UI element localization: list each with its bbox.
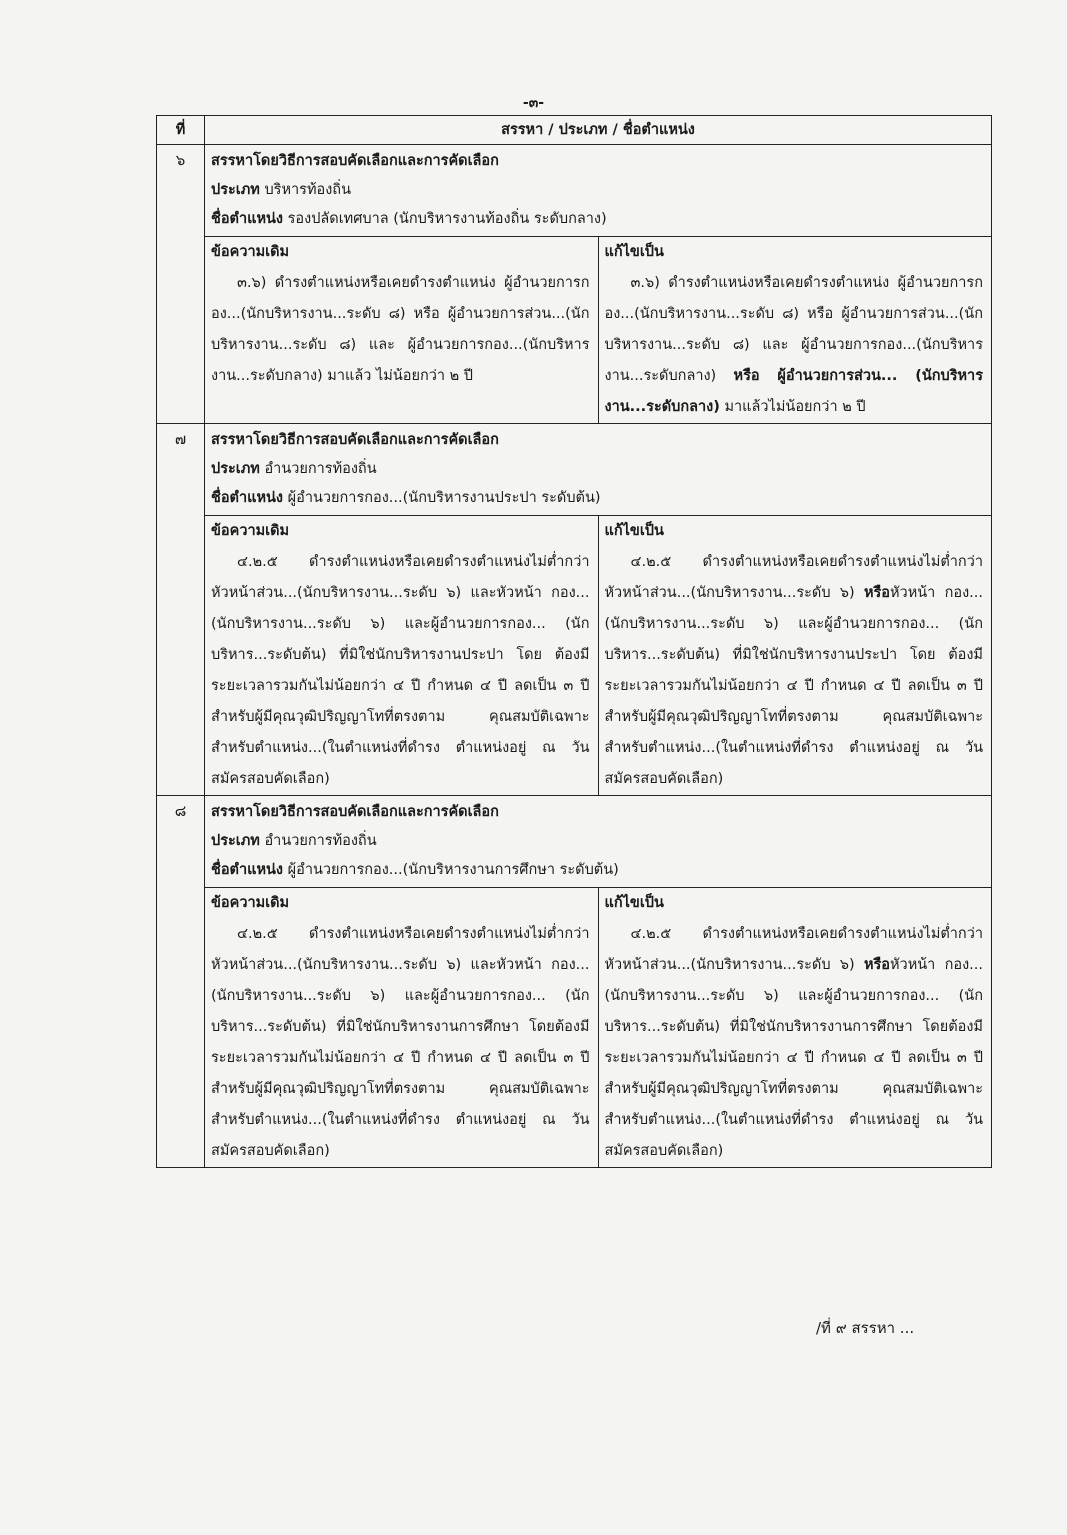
new-text-title: แก้ไขเป็น [604,244,664,260]
new-text [605,919,984,1167]
entry-heading [205,145,992,237]
entry-row [157,145,992,237]
new-text-part: หัวหน้า กอง...(นักบริหารงาน...ระดับ ๖) และผู้อำนวยการกอง... (นักบริหาร...ระดับต้น) ที่มิใช่นักบริหารงานประปา โดย ต้องมีระยะเวลารวมกันไม่น้อยกว่า ๔ ปี กำหนด ๔ ปี ลดเป็น ๓ ปีสำหรับผู้มีคุณวุฒิปริญญาโทที่ตรงตาม คุณสมบัติเฉพาะสำหรับตำแหน่ง...(ในตำแหน่งที่ดำรง ตำแหน่งอยู่ ณ วันสมัครสอบคัดเลือก) [604,585,983,787]
new-text-column [598,888,991,1167]
type-value: อำนวยการท้องถิ่น [264,833,377,849]
old-text-column [205,516,598,795]
position-value: ผู้อำนวยการกอง...(นักบริหารงานการศึกษา ระดับต้น) [287,862,619,878]
new-text-part: มาแล้วไม่น้อยกว่า ๒ ปี [719,399,866,415]
position-value: ผู้อำนวยการกอง...(นักบริหารงานประปา ระดับต้น) [287,490,601,506]
position-label: ชื่อตำแหน่ง [211,490,284,506]
old-text-column [205,237,598,423]
type-label: ประเภท [211,833,260,849]
header-no: ที่ [157,116,205,145]
compare-table [205,516,991,795]
new-text-title: แก้ไขเป็น [604,523,664,539]
entry-heading [205,796,992,888]
page-number: -๓- [522,95,545,111]
type-value: บริหารท้องถิ่น [264,182,351,198]
compare-table [205,888,991,1167]
entry-number: ๗ [157,424,205,796]
new-text-column [598,516,991,795]
new-text-bold: หรือ ผู้อำนวยการส่วน... (นักบริหารงาน...ระดับกลาง) [604,368,983,415]
new-text-part: หัวหน้า กอง...(นักบริหารงาน...ระดับ ๖) และผู้อำนวยการกอง... (นักบริหาร...ระดับต้น) ที่มิใช่นักบริหารงานการศึกษา โดยต้องมีระยะเวลารวมกันไม่น้อยกว่า ๔ ปี กำหนด ๔ ปี ลดเป็น ๓ ปี สำหรับผู้มีคุณวุฒิปริญญาโทที่ตรงตาม คุณสมบัติเฉพาะสำหรับตำแหน่ง...(ในตำแหน่งที่ดำรง ตำแหน่งอยู่ ณ วันสมัครสอบคัดเลือก) [604,957,983,1159]
position-label: ชื่อตำแหน่ง [211,211,284,227]
entry-method: สรรหาโดยวิธีการสอบคัดเลือกและการคัดเลือก [211,804,499,820]
entry-number: ๘ [157,796,205,1168]
new-text-column [598,237,991,423]
header-title: สรรหา / ประเภท / ชื่อตำแหน่ง [205,116,992,145]
entry-number: ๖ [157,145,205,424]
old-text-column [205,888,598,1167]
new-text-part: ๔.๒.๕ ดำรงตำแหน่งหรือเคยดำรงตำแหน่งไม่ต่ำกว่า หัวหน้าส่วน...(นักบริหารงาน...ระดับ ๖) [604,554,983,601]
position-label: ชื่อตำแหน่ง [211,862,284,878]
entry-compare-row [157,237,992,424]
entry-method: สรรหาโดยวิธีการสอบคัดเลือกและการคัดเลือก [211,153,499,169]
table-header-row [157,116,992,145]
position-value: รองปลัดเทศบาล (นักบริหารงานท้องถิ่น ระดับกลาง) [287,211,607,227]
old-text: ๔.๒.๕ ดำรงตำแหน่งหรือเคยดำรงตำแหน่งไม่ต่ำกว่า หัวหน้าส่วน...(นักบริหารงาน...ระดับ ๖) และหัวหน้า กอง...(นักบริหารงาน...ระดับ ๖) และผู้อำนวยการกอง... (นักบริหาร...ระดับต้น) ที่มิใช่นักบริหารงานการศึกษา โดยต้องมีระยะเวลารวมกันไม่น้อยกว่า ๔ ปี กำหนด ๔ ปี ลดเป็น ๓ ปี สำหรับผู้มีคุณวุฒิปริญญาโทที่ตรงตาม คุณสมบัติเฉพาะสำหรับตำแหน่ง...(ในตำแหน่งที่ดำรง ตำแหน่งอยู่ ณ วันสมัครสอบคัดเลือก) [211,926,590,1159]
new-text [605,268,984,423]
new-text-part: ๓.๖) ดำรงตำแหน่งหรือเคยดำรงตำแหน่ง ผู้อำนวยการกอง...(นักบริหารงาน...ระดับ ๘) หรือ ผู้อำนวยการส่วน...(นักบริหารงาน...ระดับ ๘) และ ผู้อำนวยการกอง...(นักบริหารงาน...ระดับกลาง) [604,275,983,384]
type-label: ประเภท [211,182,260,198]
entry-compare-row [157,888,992,1168]
entry-method: สรรหาโดยวิธีการสอบคัดเลือกและการคัดเลือก [211,432,499,448]
new-text-bold: หรือ [863,585,890,601]
continuation-note: /ที่ ๙ สรรหา ... [816,1319,915,1337]
compare-table [205,237,991,423]
old-text: ๓.๖) ดำรงตำแหน่งหรือเคยดำรงตำแหน่ง ผู้อำนวยการกอง...(นักบริหารงาน...ระดับ ๘) หรือ ผู้อำนวยการส่วน...(นักบริหารงาน...ระดับ ๘) และ ผู้อำนวยการกอง...(นักบริหารงาน...ระดับกลาง) มาแล้ว ไม่น้อยกว่า ๒ ปี [211,275,590,384]
entry-row [157,796,992,888]
new-text-bold: หรือ [863,957,890,973]
entry-row [157,424,992,516]
old-text-title: ข้อความเดิม [211,895,290,911]
amendment-table [156,115,992,1168]
new-text [605,547,984,795]
entry-compare-cell [205,516,992,796]
entry-compare-cell [205,237,992,424]
new-text-title: แก้ไขเป็น [604,895,664,911]
old-text-title: ข้อความเดิม [211,244,290,260]
old-text: ๔.๒.๕ ดำรงตำแหน่งหรือเคยดำรงตำแหน่งไม่ต่ำกว่า หัวหน้าส่วน...(นักบริหารงาน...ระดับ ๖) และหัวหน้า กอง...(นักบริหารงาน...ระดับ ๖) และผู้อำนวยการกอง... (นักบริหาร...ระดับต้น) ที่มิใช่นักบริหารงานประปา โดย ต้องมีระยะเวลารวมกันไม่น้อยกว่า ๔ ปี กำหนด ๔ ปี ลดเป็น ๓ ปีสำหรับผู้มีคุณวุฒิปริญญาโทที่ตรงตาม คุณสมบัติเฉพาะสำหรับตำแหน่ง...(ในตำแหน่งที่ดำรง ตำแหน่งอยู่ ณ วันสมัครสอบคัดเลือก) [211,554,590,787]
type-label: ประเภท [211,461,260,477]
entry-compare-cell [205,888,992,1168]
type-value: อำนวยการท้องถิ่น [264,461,377,477]
old-text-title: ข้อความเดิม [211,523,290,539]
new-text-part: ๔.๒.๕ ดำรงตำแหน่งหรือเคยดำรงตำแหน่งไม่ต่ำกว่า หัวหน้าส่วน...(นักบริหารงาน...ระดับ ๖) [604,926,983,973]
entry-compare-row [157,516,992,796]
entry-heading [205,424,992,516]
